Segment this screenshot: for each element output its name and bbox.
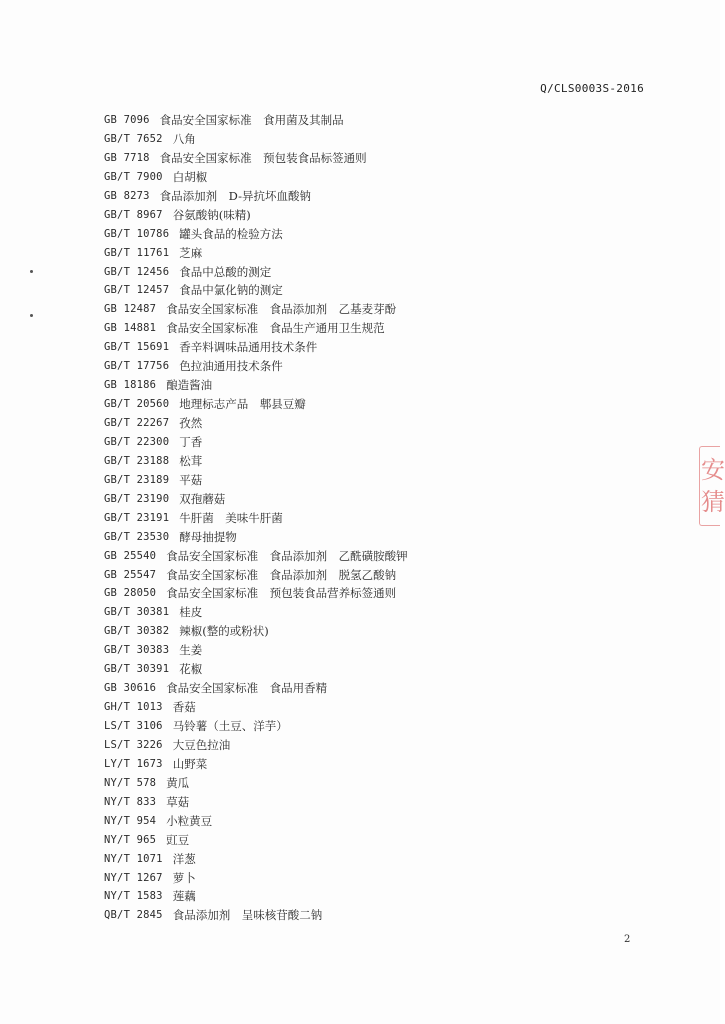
standard-code: GB 30616 [104,682,157,695]
reference-item [104,831,408,850]
reference-item [104,679,408,698]
standard-title: 牛肝菌 美味牛肝菌 [179,510,283,525]
reference-item [104,187,408,206]
reference-item [104,244,408,263]
standard-title: 马铃薯（土豆、洋芋） [172,719,288,733]
standard-title: 黄瓜 [166,775,190,790]
reference-item [104,300,408,319]
standard-title: 食品安全国家标准 食品添加剂 乙酰磺胺酸钾 [166,548,408,563]
standard-title: 双孢蘑菇 [179,491,226,506]
reference-item [104,887,408,906]
stamp-char: 安 [701,456,725,484]
reference-item [104,622,408,641]
standard-code: GB 14881 [104,322,157,335]
standard-code: GB 12487 [104,303,157,316]
standard-title: 食品中总酸的测定 [179,264,272,279]
margin-mark [30,270,33,273]
reference-item [104,168,408,187]
standard-code: NY/T 1583 [104,890,163,903]
standard-title: 洋葱 [172,851,196,866]
page-number: 2 [624,934,631,945]
standard-code: GB 8273 [104,189,150,202]
standard-title: 食品中氯化钠的测定 [179,283,283,298]
standard-title: 食品添加剂 D-异抗坏血酸钠 [159,188,311,203]
standard-title: 生姜 [179,643,203,658]
standard-code: GB/T 15691 [104,341,170,354]
reference-item [104,850,408,869]
reference-item [104,376,408,395]
document-code: Q/CLS0003S-2016 [540,82,644,95]
reference-item [104,603,408,622]
seal-stamp [699,446,725,526]
reference-item [104,793,408,812]
standard-title: 谷氨酸钠(味精) [172,207,251,222]
standard-code: GB 28050 [104,587,157,600]
standard-title: 小粒黄豆 [166,813,213,828]
standard-code: NY/T 1071 [104,852,163,865]
standard-code: NY/T 954 [104,814,157,827]
standard-title: 草菇 [166,794,190,809]
standard-title: 食品安全国家标准 预包装食品标签通则 [159,150,367,165]
standard-code: GB/T 30381 [104,606,170,619]
stamp-char: 猜 [701,488,725,516]
reference-item [104,755,408,774]
standard-code: QB/T 2845 [104,909,163,922]
standard-code: GB/T 30391 [104,663,170,676]
standard-title: 食品安全国家标准 预包装食品营养标签通则 [166,586,397,601]
standard-code: GB 25540 [104,549,157,562]
standard-title: 食品安全国家标准 食品添加剂 脱氢乙酸钠 [166,567,397,582]
reference-item [104,490,408,509]
standard-code: GB/T 17756 [104,360,170,373]
reference-item [104,566,408,585]
reference-item [104,509,408,528]
reference-item [104,130,408,149]
standard-title: 豇豆 [166,832,190,847]
standard-code: GB 25547 [104,568,157,581]
standard-title: 食品安全国家标准 食品生产通用卫生规范 [166,321,385,336]
standard-title: 食品安全国家标准 食品用香精 [166,681,328,696]
standard-code: GB/T 23188 [104,454,170,467]
reference-item [104,584,408,603]
standard-code: LS/T 3226 [104,738,163,751]
standard-title: 食品添加剂 呈味核苷酸二钠 [172,908,323,923]
reference-item [104,774,408,793]
standard-title: 香菇 [172,700,196,715]
reference-item [104,319,408,338]
standard-title: 辣椒(整的或粉状) [179,624,269,639]
standard-code: GB/T 30383 [104,644,170,657]
standard-title: 地理标志产品 郫县豆瓣 [179,397,306,412]
standard-title: 松茸 [179,453,203,468]
reference-item [104,414,408,433]
standard-code: LS/T 3106 [104,720,163,732]
standard-code: NY/T 965 [104,833,157,846]
normative-reference-list [104,111,408,925]
standard-code: NY/T 833 [104,795,157,808]
standard-title: 酿造酱油 [166,378,213,393]
reference-item [104,660,408,679]
reference-item [104,206,408,225]
standard-title: 花椒 [179,662,203,677]
standard-code: GB 7096 [104,114,150,126]
reference-item [104,263,408,282]
reference-item [104,641,408,660]
standard-title: 八角 [172,131,196,146]
standard-title: 莲藕 [172,889,196,904]
standard-code: GB/T 22267 [104,417,170,429]
reference-item [104,698,408,717]
standard-title: 色拉油通用技术条件 [179,359,283,374]
standard-code: LY/T 1673 [104,757,163,770]
standard-title: 桂皮 [179,605,203,620]
standard-code: GB/T 7900 [104,170,163,183]
standard-code: GB/T 7652 [104,132,163,145]
reference-item [104,717,408,736]
standard-code: GB/T 23530 [104,530,170,543]
standard-code: GH/T 1013 [104,701,163,714]
reference-item [104,111,408,130]
standard-code: GB/T 23190 [104,492,170,505]
reference-item [104,906,408,925]
reference-item [104,547,408,566]
standard-title: 食品安全国家标准 食用菌及其制品 [159,113,344,127]
standard-code: GB 18186 [104,379,157,392]
reference-item [104,395,408,414]
standard-title: 丁香 [179,434,203,449]
reference-item [104,281,408,300]
standard-title: 山野菜 [172,756,208,771]
standard-code: GB/T 20560 [104,398,170,411]
standard-title: 罐头食品的检验方法 [179,226,283,241]
standard-code: GB/T 12456 [104,265,170,278]
margin-mark [30,314,33,317]
standard-code: NY/T 578 [104,776,157,789]
standard-code: GB/T 11761 [104,246,170,259]
reference-item [104,812,408,831]
reference-item [104,357,408,376]
standard-code: GB/T 10786 [104,227,170,240]
standard-code: GB/T 23189 [104,473,170,486]
standard-title: 酵母抽提物 [179,529,237,544]
standard-code: GB 7718 [104,151,150,164]
reference-item [104,736,408,755]
reference-item [104,149,408,168]
standard-title: 平菇 [179,472,203,487]
standard-code: GB/T 8967 [104,208,163,221]
standard-code: GB/T 12457 [104,284,170,297]
standard-title: 白胡椒 [172,169,208,184]
reference-item [104,225,408,244]
standard-title: 香辛料调味品通用技术条件 [179,340,318,355]
reference-item [104,452,408,471]
standard-code: GB/T 23191 [104,511,170,524]
reference-item [104,471,408,490]
reference-item [104,433,408,452]
standard-title: 芝麻 [179,245,203,260]
standard-title: 孜然 [179,416,203,430]
standard-code: GB/T 30382 [104,625,170,638]
standard-title: 大豆色拉油 [172,737,231,752]
reference-item [104,338,408,357]
reference-item [104,869,408,888]
reference-item [104,528,408,547]
standard-code: NY/T 1267 [104,871,163,884]
standard-title: 萝卜 [172,870,196,885]
standard-title: 食品安全国家标准 食品添加剂 乙基麦芽酚 [166,302,397,317]
standard-code: GB/T 22300 [104,435,170,448]
